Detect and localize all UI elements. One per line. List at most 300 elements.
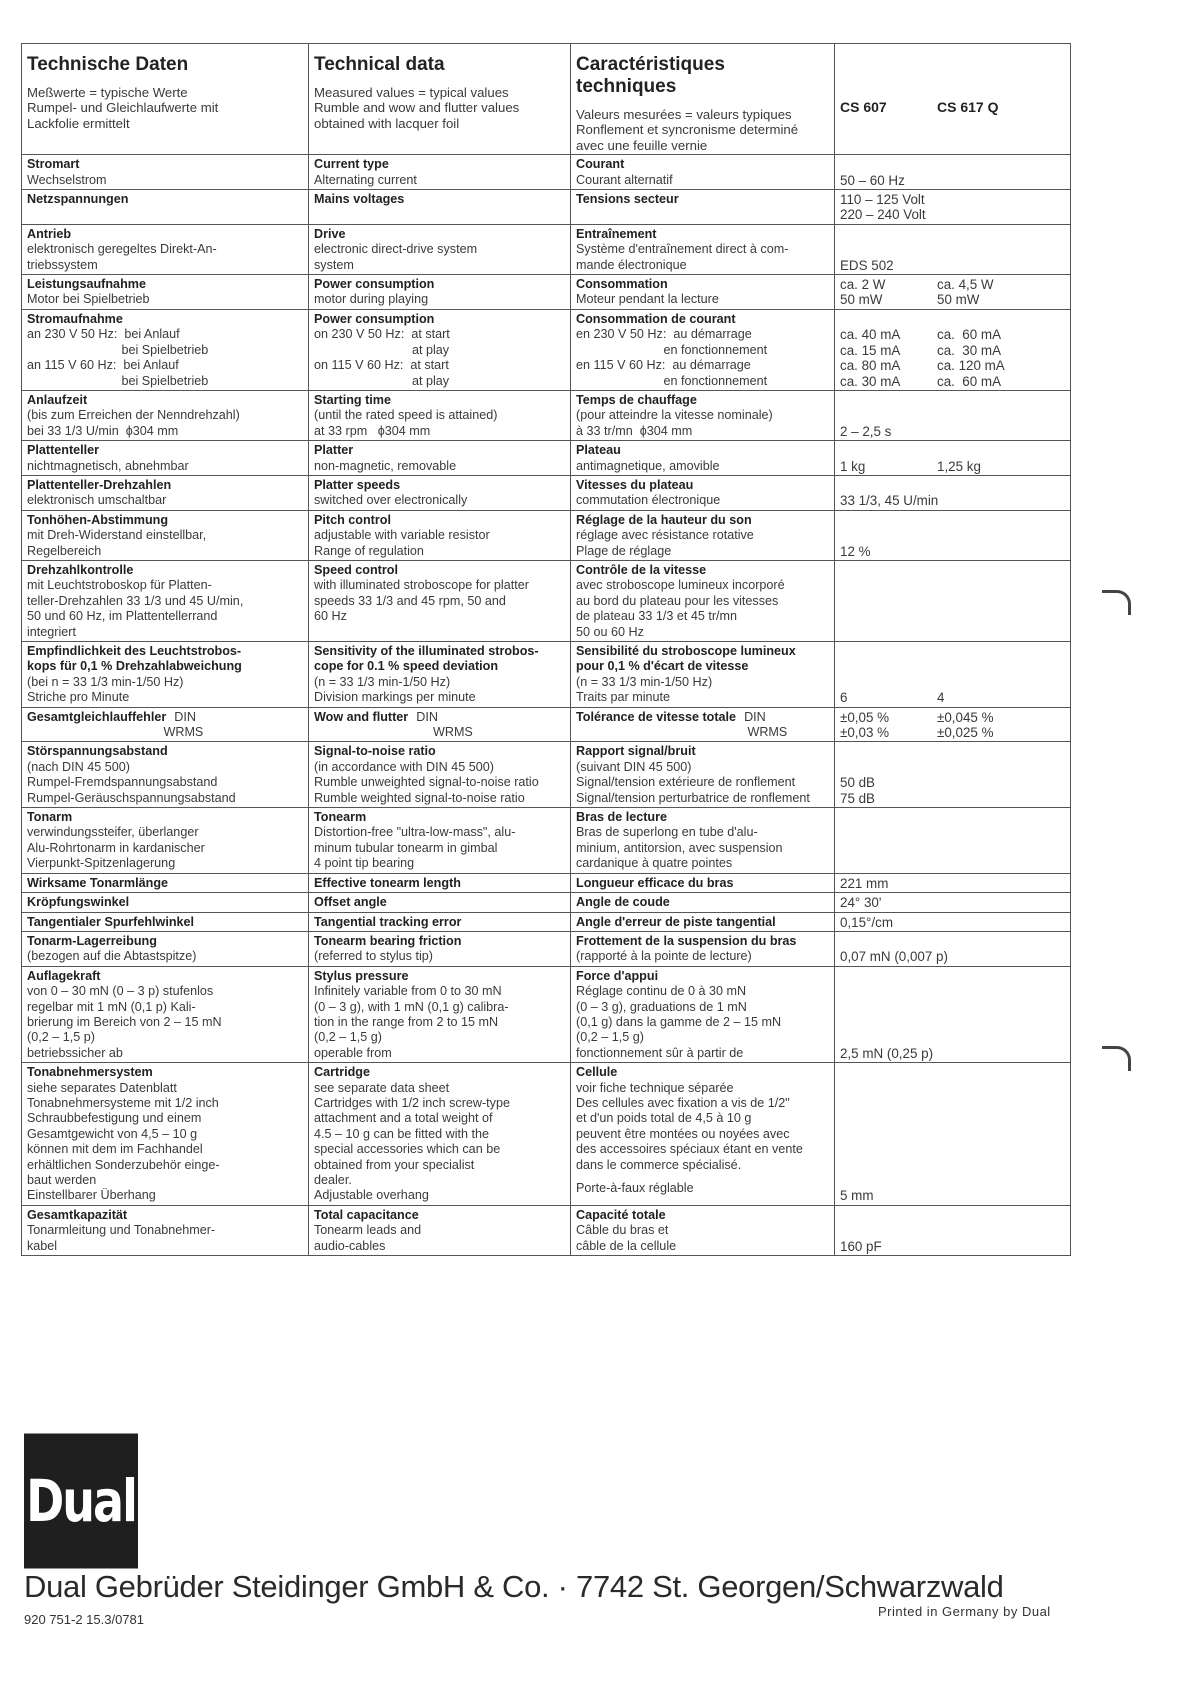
spec-line: Range of regulation bbox=[314, 543, 424, 558]
spec-line: betriebssicher ab bbox=[27, 1045, 123, 1060]
spec-heading: Starting time bbox=[314, 392, 391, 407]
spec-heading: Auflagekraft bbox=[27, 968, 101, 983]
spec-heading: Offset angle bbox=[314, 895, 387, 910]
spec-heading: Platter bbox=[314, 443, 354, 458]
spec-cell-fr bbox=[571, 390, 835, 440]
spec-row bbox=[22, 560, 1071, 641]
document-number: 920 751-2 15.3/0781 bbox=[24, 1612, 144, 1627]
spec-cell-en bbox=[309, 642, 571, 708]
spec-line: Tonearm leads and bbox=[314, 1223, 422, 1238]
spec-line: 50 und 60 Hz, im Plattentellerrand bbox=[27, 609, 218, 624]
spec-line: (referred to stylus tip) bbox=[314, 949, 433, 964]
spec-value-cell bbox=[835, 190, 1071, 225]
spec-line: commutation électronique bbox=[576, 493, 721, 508]
spec-cell-fr bbox=[571, 309, 835, 390]
spec-value: 2,5 mN (0,25 p) bbox=[840, 1045, 934, 1061]
spec-line: en 230 V 50 Hz: au démarrage bbox=[576, 327, 752, 342]
value-cs607: ca. 30 mA bbox=[840, 373, 901, 389]
spec-line: regelbar mit 1 mN (0,1 p) Kali- bbox=[27, 999, 196, 1014]
spec-line: 4.5 – 10 g can be fitted with the bbox=[314, 1126, 490, 1141]
spec-line: (0,2 – 1,5 p) bbox=[27, 1030, 95, 1045]
spec-heading: Angle d'erreur de piste tangential bbox=[576, 914, 776, 929]
spec-line: Cartridges with 1/2 inch screw-type bbox=[314, 1095, 510, 1110]
spec-line: bei Spielbetrieb bbox=[27, 342, 209, 357]
spec-line: siehe separates Datenblatt bbox=[27, 1080, 177, 1095]
value-cs607: ±0,03 % bbox=[840, 725, 890, 741]
spec-value: 160 pF bbox=[840, 1238, 882, 1254]
spec-line: Courant alternatif bbox=[576, 172, 673, 187]
header-en bbox=[309, 44, 571, 155]
spec-cell-fr bbox=[571, 475, 835, 510]
subtitle-line: Ronflement et syncronisme determiné bbox=[576, 122, 799, 138]
spec-heading: Gesamtgleichlauffehler bbox=[27, 709, 167, 724]
spec-heading: Tonarm-Lagerreibung bbox=[27, 933, 157, 948]
spec-line: erhältlichen Sonderzubehör einge- bbox=[27, 1157, 220, 1172]
spec-line: 50 ou 60 Hz bbox=[576, 624, 644, 639]
spec-line: mande électronique bbox=[576, 257, 687, 272]
spec-line: (0,2 – 1,5 g) bbox=[576, 1030, 644, 1045]
spec-line: kabel bbox=[27, 1238, 58, 1253]
value-cs617q: ca. 60 mA bbox=[937, 373, 1002, 389]
header-de bbox=[22, 44, 309, 155]
value-cs617q: 50 mW bbox=[937, 292, 980, 308]
value-cs607: ca. 80 mA bbox=[840, 358, 901, 374]
spec-value-cell bbox=[835, 1205, 1071, 1255]
spec-line bbox=[576, 1173, 830, 1181]
spec-heading: Plattenteller-Drehzahlen bbox=[27, 477, 172, 492]
spec-heading: Tonearm bearing friction bbox=[314, 933, 462, 948]
value-cs607: ca. 2 W bbox=[840, 277, 886, 293]
spec-line: (suivant DIN 45 500) bbox=[576, 759, 692, 774]
spec-heading: Frottement de la suspension du bras bbox=[576, 933, 797, 948]
subtitle-line: avec une feuille vernie bbox=[576, 137, 708, 153]
spec-line: system bbox=[314, 257, 354, 272]
spec-line: avec stroboscope lumineux incorporé bbox=[576, 578, 785, 593]
spec-heading: Wirksame Tonarmlänge bbox=[27, 875, 169, 890]
spec-line: operable from bbox=[314, 1045, 392, 1060]
spec-line: Division markings per minute bbox=[314, 690, 476, 705]
spec-line: des accessoires spéciaux étant en vente bbox=[576, 1142, 803, 1157]
spec-line: et d'un poids total de 4,5 à 10 g bbox=[576, 1111, 752, 1126]
spec-heading: Mains voltages bbox=[314, 192, 405, 207]
spec-heading: Effective tonearm length bbox=[314, 875, 461, 890]
spec-line: Signal/tension extérieure de ronflement bbox=[576, 775, 796, 790]
spec-value: 12 % bbox=[840, 543, 871, 559]
spec-line: Câble du bras et bbox=[576, 1223, 669, 1238]
spec-line: tion in the range from 2 to 15 mN bbox=[314, 1014, 499, 1029]
spec-heading: Bras de lecture bbox=[576, 810, 667, 825]
spec-heading: cope for 0.1 % speed deviation bbox=[314, 659, 499, 674]
subtitle-line: Rumble and wow and flutter values bbox=[314, 100, 520, 116]
spec-line: Rumpel-Fremdspannungsabstand bbox=[27, 775, 218, 790]
spec-heading: Plattenteller bbox=[27, 443, 100, 458]
spec-cell-de bbox=[22, 309, 309, 390]
spec-line: on 230 V 50 Hz: at start bbox=[314, 327, 450, 342]
spec-line: Rumble weighted signal-to-noise ratio bbox=[314, 790, 525, 805]
subtitle-line: Valeurs mesurées = valeurs typiques bbox=[576, 107, 792, 122]
model-cs617q: CS 617 Q bbox=[937, 98, 999, 115]
spec-value-cell bbox=[835, 912, 1071, 931]
spec-line: special accessories which can be bbox=[314, 1142, 501, 1157]
spec-line: minium, antitorsion, avec suspension bbox=[576, 840, 783, 855]
spec-heading: Stromaufnahme bbox=[27, 311, 123, 326]
spec-row bbox=[22, 912, 1071, 931]
spec-heading: Tangential tracking error bbox=[314, 914, 462, 929]
subtitle-line: Measured values = typical values bbox=[314, 85, 509, 100]
spec-cell-en bbox=[309, 560, 571, 641]
spec-line: Infinitely variable from 0 to 30 mN bbox=[314, 984, 502, 999]
value-cs607: 50 mW bbox=[840, 292, 883, 308]
printed-note: Printed in Germany by Dual bbox=[878, 1604, 1051, 1619]
spec-line: (rapporté à la pointe de lecture) bbox=[576, 949, 752, 964]
spec-heading: Anlaufzeit bbox=[27, 392, 88, 407]
spec-value-cell bbox=[835, 475, 1071, 510]
title-fr: Caractéristiques techniques bbox=[576, 54, 725, 97]
spec-line: (until the rated speed is attained) bbox=[314, 408, 498, 423]
spec-line: motor during playing bbox=[314, 292, 429, 307]
spec-line: integriert bbox=[27, 624, 76, 639]
spec-line: WRMS bbox=[576, 725, 788, 740]
spec-cell-fr bbox=[571, 707, 835, 742]
value-cs617q: ca. 4,5 W bbox=[937, 277, 994, 293]
value-cs617q: ca. 120 mA bbox=[937, 358, 1005, 374]
spec-cell-en bbox=[309, 441, 571, 476]
spec-cell-en bbox=[309, 1063, 571, 1206]
spec-value-cell bbox=[835, 155, 1071, 190]
spec-cell-de bbox=[22, 966, 309, 1062]
spec-value: 33 1/3, 45 U/min bbox=[840, 493, 939, 509]
spec-line: Des cellules avec fixation a vis de 1/2" bbox=[576, 1095, 790, 1110]
spec-value-cell bbox=[835, 808, 1071, 874]
spec-value-cell bbox=[835, 893, 1071, 912]
spec-heading: Capacité totale bbox=[576, 1207, 666, 1222]
spec-row bbox=[22, 873, 1071, 892]
spec-cell-fr bbox=[571, 893, 835, 912]
spec-heading: Vitesses du plateau bbox=[576, 477, 694, 492]
spec-cell-de bbox=[22, 275, 309, 310]
spec-cell-fr bbox=[571, 224, 835, 274]
spec-cell-fr bbox=[571, 510, 835, 560]
spec-line: Einstellbarer Überhang bbox=[27, 1188, 156, 1203]
spec-line: Réglage continu de 0 à 30 mN bbox=[576, 984, 747, 999]
spec-heading: Courant bbox=[576, 157, 625, 172]
spec-line: see separate data sheet bbox=[314, 1080, 450, 1095]
spec-cell-en bbox=[309, 966, 571, 1062]
spec-cell-en bbox=[309, 190, 571, 225]
header-models bbox=[835, 44, 1071, 155]
value-cs607: ±0,05 % bbox=[840, 709, 890, 725]
spec-cell-en bbox=[309, 155, 571, 190]
spec-line: voir fiche technique séparée bbox=[576, 1080, 734, 1095]
spec-line: an 230 V 50 Hz: bei Anlauf bbox=[27, 327, 180, 342]
spec-value-cell bbox=[835, 275, 1071, 310]
spec-heading: Kröpfungswinkel bbox=[27, 895, 130, 910]
spec-cell-fr bbox=[571, 912, 835, 931]
spec-heading: Empfindlichkeit des Leuchtstrobos- bbox=[27, 644, 242, 658]
spec-line: speeds 33 1/3 and 45 rpm, 50 and bbox=[314, 593, 506, 608]
spec-row bbox=[22, 155, 1071, 190]
spec-row bbox=[22, 1205, 1071, 1255]
spec-value: 50 dB bbox=[840, 775, 875, 791]
spec-heading: Stylus pressure bbox=[314, 968, 409, 983]
spec-line: Rumble unweighted signal-to-noise ratio bbox=[314, 775, 539, 790]
spec-cell-de bbox=[22, 707, 309, 742]
value-cs607: ca. 15 mA bbox=[840, 342, 901, 358]
spec-heading: Cellule bbox=[576, 1065, 618, 1080]
spec-heading: Longueur efficace du bras bbox=[576, 875, 734, 890]
company-address: Dual Gebrüder Steidinger GmbH & Co. · 7742 St. Georgen/Schwarzwald bbox=[24, 1569, 1004, 1604]
spec-cell-fr bbox=[571, 873, 835, 892]
spec-cell-fr bbox=[571, 966, 835, 1062]
spec-cell-fr bbox=[571, 441, 835, 476]
spec-value-cell bbox=[835, 441, 1071, 476]
spec-cell-de bbox=[22, 1205, 309, 1255]
model-cs607: CS 607 bbox=[840, 98, 887, 115]
spec-heading: Consommation de courant bbox=[576, 311, 736, 326]
spec-line: au bord du plateau pour les vitesses bbox=[576, 593, 779, 608]
spec-line: Tonarmleitung und Tonabnehmer- bbox=[27, 1223, 216, 1238]
spec-row bbox=[22, 390, 1071, 440]
spec-row bbox=[22, 475, 1071, 510]
spec-row bbox=[22, 707, 1071, 742]
spec-cell-fr bbox=[571, 642, 835, 708]
spec-cell-de bbox=[22, 893, 309, 912]
spec-heading: Tolérance de vitesse totale bbox=[576, 709, 737, 724]
spec-cell-en bbox=[309, 390, 571, 440]
spec-heading: Sensibilité du stroboscope lumineux bbox=[576, 644, 796, 658]
spec-line: Striche pro Minute bbox=[27, 690, 130, 705]
spec-value: 5 mm bbox=[840, 1188, 874, 1204]
spec-cell-de bbox=[22, 475, 309, 510]
spec-line: Adjustable overhang bbox=[314, 1188, 429, 1203]
spec-value-cell bbox=[835, 642, 1071, 708]
spec-line: Traits par minute bbox=[576, 690, 671, 705]
spec-line: bei 33 1/3 U/min ϕ304 mm bbox=[27, 423, 179, 438]
spec-line: (0 – 3 g), graduations de 1 mN bbox=[576, 999, 747, 1014]
header-row bbox=[22, 44, 1071, 155]
spec-row bbox=[22, 966, 1071, 1062]
punch-hole-mark bbox=[1102, 590, 1131, 615]
spec-cell-en bbox=[309, 275, 571, 310]
spec-line: Alu-Rohrtonarm in kardanischer bbox=[27, 840, 205, 855]
spec-heading: Stromart bbox=[27, 157, 80, 172]
spec-line: Regelbereich bbox=[27, 543, 102, 558]
spec-value: 24° 30' bbox=[840, 895, 882, 911]
spec-heading: Angle de coude bbox=[576, 895, 670, 910]
spec-heading: Wow and flutter bbox=[314, 709, 409, 724]
spec-heading: kops für 0,1 % Drehzahlabweichung bbox=[27, 659, 242, 674]
spec-row bbox=[22, 642, 1071, 708]
spec-cell-en bbox=[309, 224, 571, 274]
spec-row bbox=[22, 742, 1071, 808]
spec-heading: Power consumption bbox=[314, 311, 435, 326]
spec-line: en fonctionnement bbox=[576, 373, 768, 388]
spec-cell-en bbox=[309, 475, 571, 510]
spec-value-cell bbox=[835, 707, 1071, 742]
spec-heading-tail: DIN bbox=[416, 709, 438, 724]
spec-line: at play bbox=[314, 342, 450, 357]
spec-line: fonctionnement sûr à partir de bbox=[576, 1045, 744, 1060]
spec-line: dealer. bbox=[314, 1173, 352, 1187]
spec-heading: Tensions secteur bbox=[576, 192, 679, 207]
spec-line: Gesamtgewicht von 4,5 – 10 g bbox=[27, 1126, 198, 1141]
spec-cell-en bbox=[309, 1205, 571, 1255]
spec-heading: Drehzahlkontrolle bbox=[27, 562, 134, 577]
spec-line: Bras de superlong en tube d'alu- bbox=[576, 825, 758, 840]
spec-line: Moteur pendant la lecture bbox=[576, 292, 719, 307]
spec-cell-de bbox=[22, 560, 309, 641]
spec-line: (n = 33 1/3 min-1/50 Hz) bbox=[314, 674, 451, 689]
spec-line: Motor bei Spielbetrieb bbox=[27, 292, 150, 307]
spec-cell-en bbox=[309, 510, 571, 560]
spec-heading: Störspannungsabstand bbox=[27, 744, 168, 759]
spec-line: at 33 rpm ϕ304 mm bbox=[314, 423, 431, 438]
spec-line: baut werden bbox=[27, 1173, 97, 1187]
spec-row bbox=[22, 309, 1071, 390]
spec-line: brierung im Bereich von 2 – 15 mN bbox=[27, 1014, 222, 1029]
spec-line: Système d'entraînement direct à com- bbox=[576, 242, 789, 257]
spec-value-cell bbox=[835, 931, 1071, 966]
spec-cell-fr bbox=[571, 275, 835, 310]
spec-value-cell bbox=[835, 873, 1071, 892]
spec-heading: Speed control bbox=[314, 562, 398, 577]
spec-cell-en bbox=[309, 893, 571, 912]
spec-heading: Tonarm bbox=[27, 810, 73, 825]
spec-line: attachment and a total weight of bbox=[314, 1111, 493, 1126]
spec-heading-tail: DIN bbox=[744, 709, 766, 724]
spec-heading: Platter speeds bbox=[314, 477, 401, 492]
spec-line: WRMS bbox=[314, 725, 473, 740]
spec-line: non-magnetic, removable bbox=[314, 458, 457, 473]
value-cs617q: ca. 30 mA bbox=[937, 342, 1002, 358]
spec-heading-tail: DIN bbox=[174, 709, 196, 724]
spec-cell-de bbox=[22, 1063, 309, 1206]
spec-cell-fr bbox=[571, 1205, 835, 1255]
value-cs607: 6 bbox=[840, 690, 848, 706]
spec-line: Tonabnehmersysteme mit 1/2 inch bbox=[27, 1095, 219, 1110]
value-cs607: 1 kg bbox=[840, 458, 866, 474]
spec-line: audio-cables bbox=[314, 1238, 386, 1253]
spec-line: at play bbox=[314, 373, 450, 388]
spec-row bbox=[22, 224, 1071, 274]
spec-line: (pour atteindre la vitesse nominale) bbox=[576, 408, 773, 423]
spec-heading: Réglage de la hauteur du son bbox=[576, 512, 752, 527]
value-cs607: ca. 40 mA bbox=[840, 327, 901, 343]
spec-value: 221 mm bbox=[840, 875, 889, 891]
spec-heading: Sensitivity of the illuminated strobos- bbox=[314, 644, 539, 658]
spec-line: WRMS bbox=[27, 725, 204, 740]
spec-value-cell bbox=[835, 390, 1071, 440]
spec-cell-en bbox=[309, 912, 571, 931]
subtitle-line: Rumpel- und Gleichlaufwerte mit bbox=[27, 100, 219, 116]
spec-heading: Consommation bbox=[576, 277, 668, 292]
spec-value-cell bbox=[835, 966, 1071, 1062]
spec-line: switched over electronically bbox=[314, 493, 468, 508]
spec-row bbox=[22, 190, 1071, 225]
spec-value: 50 – 60 Hz bbox=[840, 172, 905, 188]
title-en: Technical data bbox=[314, 54, 445, 75]
subtitle-line: Meßwerte = typische Werte bbox=[27, 85, 188, 100]
spec-cell-de bbox=[22, 873, 309, 892]
spec-cell-en bbox=[309, 742, 571, 808]
spec-row bbox=[22, 510, 1071, 560]
spec-line: mit Dreh-Widerstand einstellbar, bbox=[27, 528, 207, 543]
spec-line: (bis zum Erreichen der Nenndrehzahl) bbox=[27, 408, 240, 423]
spec-heading: pour 0,1 % d'écart de vitesse bbox=[576, 659, 749, 674]
spec-heading: Leistungsaufnahme bbox=[27, 277, 146, 292]
spec-line: (n = 33 1/3 min-1/50 Hz) bbox=[576, 674, 713, 689]
spec-cell-de bbox=[22, 808, 309, 874]
spec-heading: Tonearm bbox=[314, 810, 367, 825]
spec-cell-fr bbox=[571, 1063, 835, 1206]
spec-line: câble de la cellule bbox=[576, 1238, 677, 1253]
value-cs617q: ±0,025 % bbox=[937, 725, 994, 741]
spec-table bbox=[21, 43, 1071, 1256]
spec-line: (bezogen auf die Abtastspitze) bbox=[27, 949, 197, 964]
spec-line: bei Spielbetrieb bbox=[27, 373, 209, 388]
spec-row bbox=[22, 1063, 1071, 1206]
spec-heading: Current type bbox=[314, 157, 389, 172]
spec-line: nichtmagnetisch, abnehmbar bbox=[27, 458, 189, 473]
spec-cell-de bbox=[22, 742, 309, 808]
spec-line: elektronisch geregeltes Direkt-An- bbox=[27, 242, 217, 257]
spec-row bbox=[22, 275, 1071, 310]
spec-heading: Antrieb bbox=[27, 226, 72, 241]
spec-value-cell bbox=[835, 510, 1071, 560]
spec-heading: Entraînement bbox=[576, 226, 657, 241]
spec-row bbox=[22, 808, 1071, 874]
spec-value-cell bbox=[835, 224, 1071, 274]
spec-line: (0 – 3 g), with 1 mN (0,1 g) calibra- bbox=[314, 999, 509, 1014]
spec-cell-fr bbox=[571, 742, 835, 808]
spec-line: peuvent être montées ou noyées avec bbox=[576, 1126, 790, 1141]
spec-line: Vierpunkt-Spitzenlagerung bbox=[27, 856, 176, 871]
spec-line: on 115 V 60 Hz: at start bbox=[314, 358, 449, 373]
spec-cell-de bbox=[22, 190, 309, 225]
subtitle-line: Lackfolie ermittelt bbox=[27, 115, 130, 131]
spec-cell-en bbox=[309, 808, 571, 874]
spec-heading: Cartridge bbox=[314, 1065, 370, 1080]
spec-heading: Netzspannungen bbox=[27, 192, 129, 207]
spec-line: (in accordance with DIN 45 500) bbox=[314, 759, 494, 774]
spec-cell-de bbox=[22, 155, 309, 190]
spec-line: von 0 – 30 mN (0 – 3 p) stufenlos bbox=[27, 984, 214, 999]
spec-heading: Total capacitance bbox=[314, 1207, 419, 1222]
value-cs617q: ±0,045 % bbox=[937, 709, 994, 725]
spec-line: with illuminated stroboscope for platter bbox=[314, 578, 529, 593]
spec-line: Alternating current bbox=[314, 172, 417, 187]
spec-cell-fr bbox=[571, 931, 835, 966]
spec-row bbox=[22, 931, 1071, 966]
spec-cell-en bbox=[309, 309, 571, 390]
spec-value-cell bbox=[835, 309, 1071, 390]
spec-cell-de bbox=[22, 441, 309, 476]
spec-line: (0,2 – 1,5 g) bbox=[314, 1030, 382, 1045]
subtitle-line: obtained with lacquer foil bbox=[314, 115, 460, 131]
spec-line: à 33 tr/mn ϕ304 mm bbox=[576, 423, 693, 438]
spec-value-cell bbox=[835, 1063, 1071, 1206]
spec-heading: Power consumption bbox=[314, 277, 435, 292]
spec-cell-fr bbox=[571, 155, 835, 190]
spec-heading: Drive bbox=[314, 226, 346, 241]
spec-heading: Temps de chauffage bbox=[576, 392, 697, 407]
spec-line: obtained from your specialist bbox=[314, 1157, 475, 1172]
spec-value: 2 – 2,5 s bbox=[840, 423, 892, 439]
spec-cell-fr bbox=[571, 190, 835, 225]
spec-heading: Tonhöhen-Abstimmung bbox=[27, 512, 169, 527]
spec-line: können mit dem im Fachhandel bbox=[27, 1142, 203, 1157]
spec-heading: Rapport signal/bruit bbox=[576, 744, 696, 759]
